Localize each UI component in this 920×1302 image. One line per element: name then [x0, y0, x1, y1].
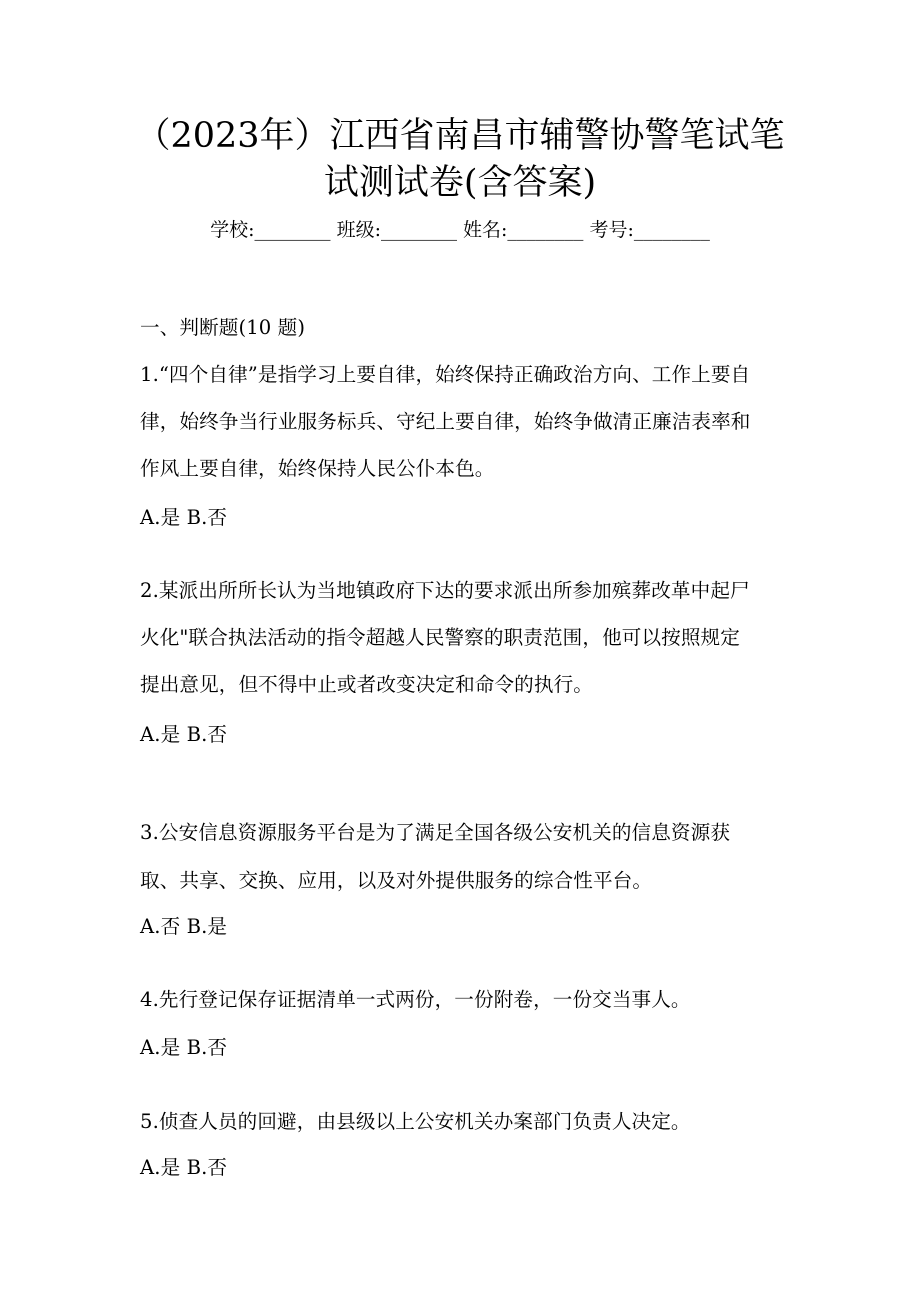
question-text: 作风上要自律，始终保持人民公仆本色。 — [140, 457, 495, 480]
question-text: 律，始终争当行业服务标兵、守纪上要自律，始终争做清正廉洁表率和 — [140, 410, 751, 433]
question-text: 4.先行登记保存证据清单一式两份，一份附卷，一份交当事人。 — [140, 988, 691, 1011]
document-title-line-2: 试测试卷(含答案) — [323, 163, 597, 203]
answer-options: A.是 B.否 — [140, 506, 228, 529]
section-heading: 一、判断题(10 题) — [140, 316, 306, 339]
answer-options: A.是 B.否 — [140, 723, 228, 746]
question-text: 2.某派出所所长认为当地镇政府下达的要求派出所参加殡葬改革中起尸 — [140, 579, 750, 602]
answer-options: A.是 B.否 — [140, 1156, 228, 1179]
student-info-line: 学校:________ 班级:________ 姓名:________ 考号:________ — [210, 219, 710, 241]
question-text: 取、共享、交换、应用，以及对外提供服务的综合性平台。 — [140, 869, 653, 892]
answer-options: A.是 B.否 — [140, 1036, 228, 1059]
question-text: 5.侦查人员的回避，由县级以上公安机关办案部门负责人决定。 — [140, 1110, 691, 1133]
answer-options: A.否 B.是 — [140, 915, 228, 938]
document-title-line-1: （2023年）江西省南昌市辅警协警笔试笔 — [135, 116, 785, 156]
question-text: 火化"联合执法活动的指令超越人民警察的职责范围，他可以按照规定 — [140, 626, 740, 649]
question-text: 3.公安信息资源服务平台是为了满足全国各级公安机关的信息资源获 — [140, 821, 731, 844]
question-text: 1.“四个自律”是指学习上要自律，始终保持正确政治方向、工作上要自 — [140, 363, 751, 386]
question-text: 提出意见，但不得中止或者改变决定和命令的执行。 — [140, 673, 593, 696]
